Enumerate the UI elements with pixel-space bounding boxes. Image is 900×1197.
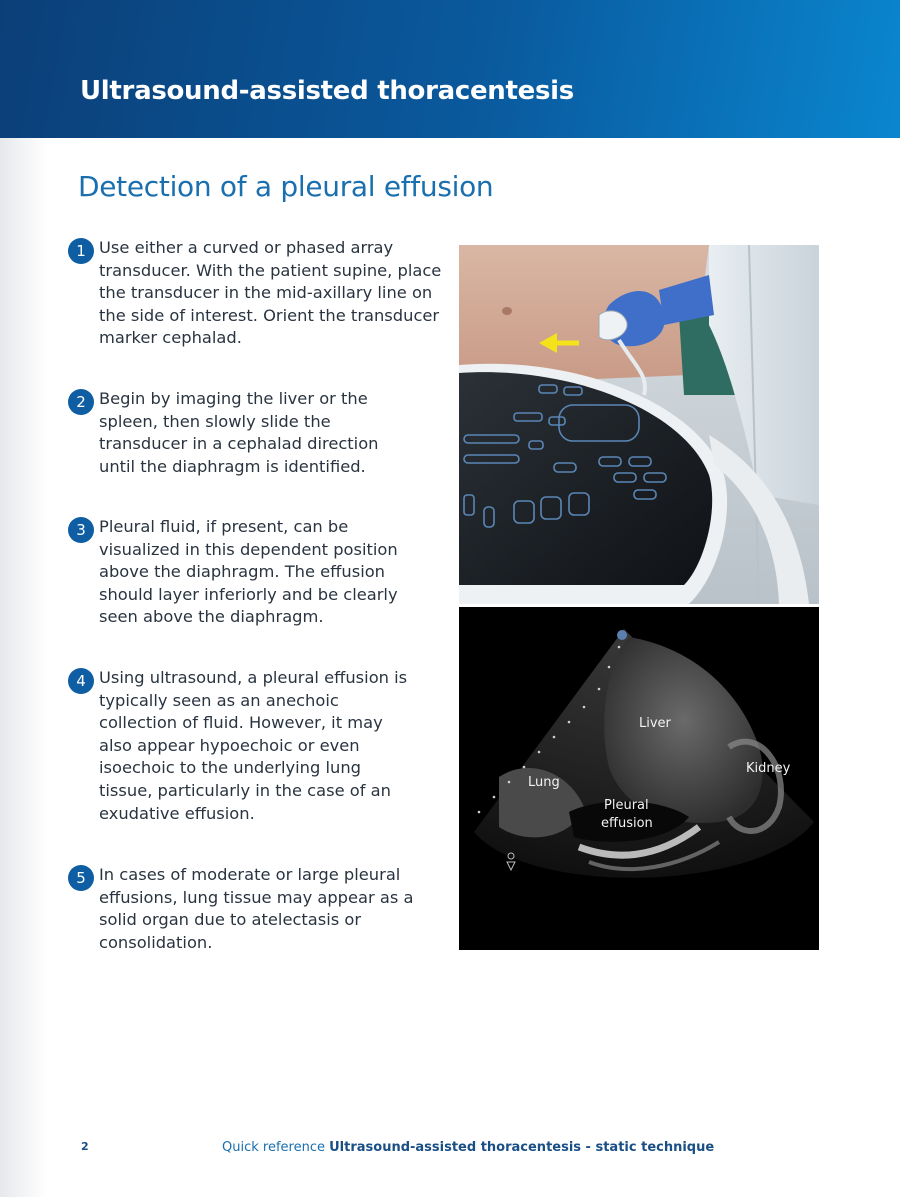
- effusion-label: effusion: [601, 816, 653, 831]
- header-banner: [0, 0, 900, 138]
- ultrasound-sector-scan: [459, 607, 819, 950]
- section-title: Detection of a pleural effusion: [78, 170, 494, 203]
- lung-label: Lung: [528, 775, 560, 790]
- liver-label: Liver: [639, 716, 671, 731]
- step-number-badge: 3: [68, 517, 94, 543]
- step-number-badge: 5: [68, 865, 94, 891]
- step-text: Begin by imaging the liver or the spleen, then slowly slide the transducer in a cephalad direction until the diaphragm is identified.: [99, 389, 379, 476]
- step-number-badge: 1: [68, 238, 94, 264]
- step-text: Using ultrasound, a pleural effusion is typically seen as an anechoic collection of fluid. However, it may also appear hypoechoic or even isoechoic to the underlying lung tissue, particularly in the case of an exudative effusion.: [99, 668, 408, 823]
- side-shade: [0, 138, 48, 1197]
- pleural-label: Pleural: [604, 798, 649, 813]
- transducer-placement-photo: [459, 245, 819, 604]
- step-text: Use either a curved or phased array transducer. With the patient supine, place the transducer in the mid-axillary line on the side of interest. Orient the transducer marker cephalad.: [99, 238, 442, 348]
- footer-doc-title: Ultrasound-assisted thoracentesis - static technique: [329, 1140, 715, 1155]
- step-number-badge: 4: [68, 668, 94, 694]
- step-text: In cases of moderate or large pleural effusions, lung tissue may appear as a solid organ due to atelectasis or consolidation.: [99, 865, 414, 952]
- kidney-label: Kidney: [746, 761, 791, 776]
- page-title: Ultrasound-assisted thoracentesis: [80, 76, 574, 106]
- footer-reference: [222, 1140, 714, 1155]
- step-number-badge: 2: [68, 389, 94, 415]
- page-number: 2: [81, 1140, 89, 1153]
- transducer-placement-illustration: [459, 245, 819, 604]
- ultrasound-image: [459, 607, 819, 950]
- footer-prefix: Quick reference: [222, 1140, 330, 1155]
- step-text: Pleural fluid, if present, can be visualized in this dependent position above the diaphragm. The effusion should layer inferiorly and be clearly seen above the diaphragm.: [99, 517, 398, 627]
